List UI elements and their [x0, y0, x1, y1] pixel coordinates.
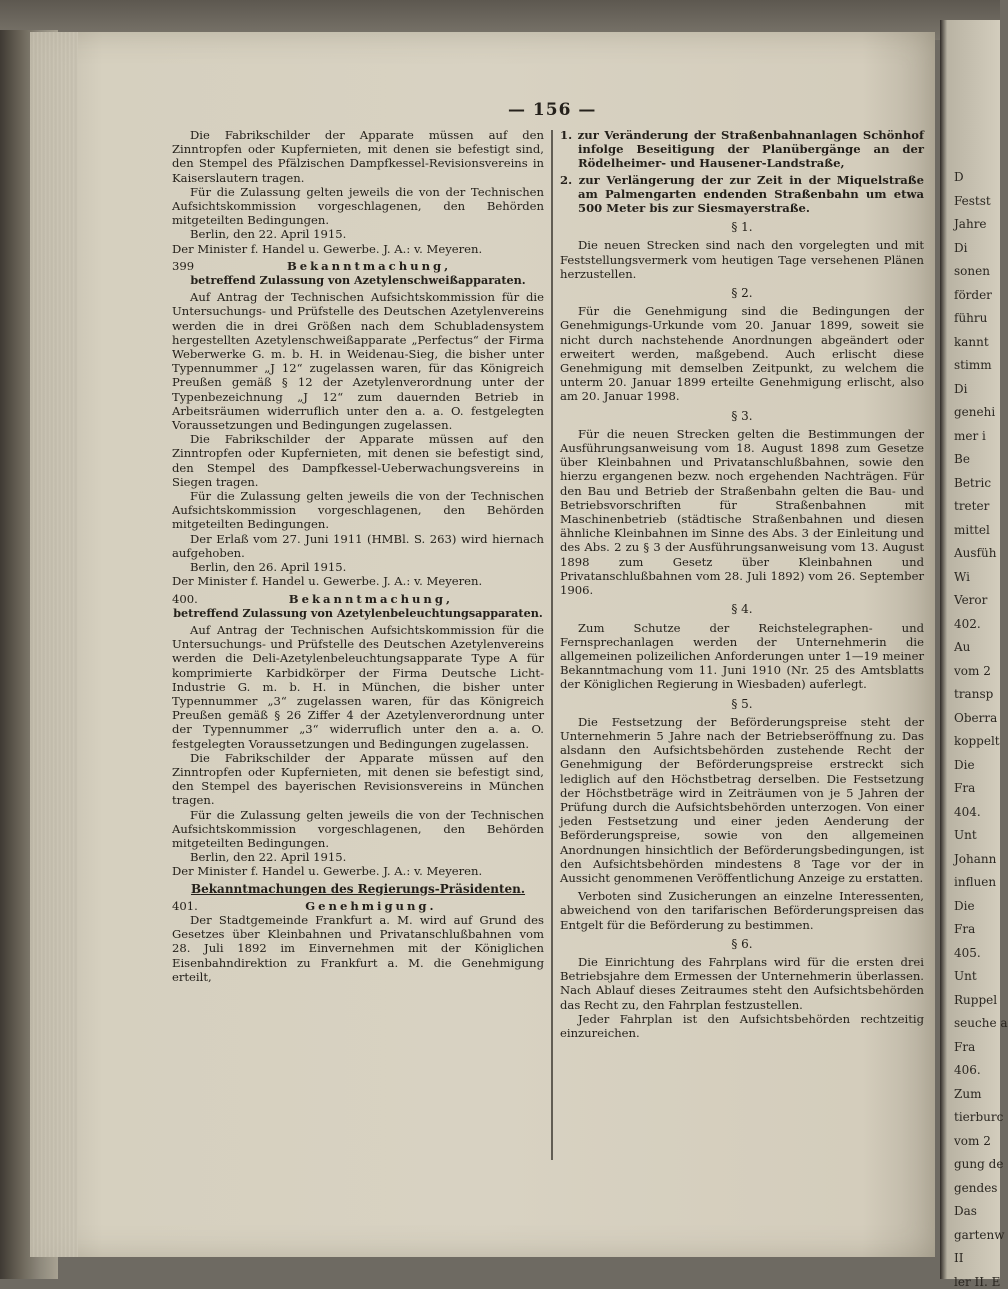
list-item: 1. zur Veränderung der Straßenbahnanlagen Schönhof infolge Beseitigung der Planübergänge an der Rödelheimer- und Hausener-Landstraße, [560, 128, 924, 171]
next-page-text-fragment: gendes [954, 1180, 998, 1195]
paragraph: Die Fabrikschilder der Apparate müssen auf den Zinntropfen oder Kupfernieten, mit denen sie befestigt sind, den Stempel des Pfälzischen Dampfkessel-Revisionsvereins in Kaiserslautern tragen. [172, 128, 544, 185]
next-page-text-fragment: stimm [954, 358, 992, 372]
notice-number: 399 [172, 258, 195, 273]
notice-title: Bekanntmachung, [288, 591, 454, 606]
notice-title: Bekanntmachung, [286, 258, 452, 273]
notice-number: 400. [172, 591, 198, 606]
next-page-text-fragment: 405. [954, 945, 981, 960]
next-page-text-fragment: treter [954, 499, 990, 513]
paragraph: Die Einrichtung des Fahrplans wird für die ersten drei Betriebsjahre dem Ermessen der Unternehmerin überlassen. Nach Ablauf dieses Zeitraumes steht den Aufsichtsbehörden das Recht zu, den Fahrplan festzustellen. [560, 954, 924, 1012]
paragraph: Für die Genehmigung sind die Bedingungen der Genehmigungs-Urkunde vom 20. Januar 1899, soweit sie nicht durch nachstehende Anordnungen abgeändert oder erweitert werden, maßgebend. Auch erlischt diese Genehmigung mit demselben Zeitpunkt, zu welchem die unterm 20. Januar 1899 erteilte Genehmigung erlischt, also am 20. Januar 1998. [560, 304, 924, 404]
next-page-text-fragment: Di [954, 240, 968, 255]
next-page-text-fragment: genehi [954, 405, 996, 419]
paragraph: Für die Zulassung gelten jeweils die von der Technischen Aufsichtskommission vorgeschlagenen, den Behörden mitgeteilten Bedingungen. [172, 489, 544, 532]
next-page-text-fragment: mer i [954, 428, 986, 443]
left-column [172, 128, 544, 984]
next-page-text-fragment: Die [954, 757, 975, 772]
section-mark: § 6. [731, 936, 753, 951]
paragraph: Die Fabrikschilder der Apparate müssen auf den Zinntropfen oder Kupfernieten, mit denen sie befestigt sind, den Stempel des bayerischen Revisionsvereins in München tragen. [172, 750, 544, 808]
next-page-text-fragment: förder [954, 287, 992, 302]
next-page-text-fragment: D [954, 170, 964, 184]
next-page-text-fragment: Zum [954, 1086, 982, 1101]
section-mark: § 5. [731, 696, 753, 711]
next-page-text-fragment: Wi [954, 569, 970, 584]
date-line: Berlin, den 22. April 1915. [190, 850, 347, 865]
signature-line: Der Minister f. Handel u. Gewerbe. J. A.: v. Meyeren. [172, 574, 483, 589]
next-page-text-fragment: influen [954, 875, 997, 889]
notice-title: Genehmigung. [305, 898, 437, 913]
paragraph: Für die Zulassung gelten jeweils die von der Technischen Aufsichtskommission vorgeschlagenen, den Behörden mitgeteilten Bedingungen. [172, 184, 544, 228]
next-page-text-fragment: Fra [954, 922, 976, 936]
date-line: Berlin, den 26. April 1915. [190, 560, 347, 575]
next-page-text-fragment: Au [954, 640, 971, 654]
notice-heading-399 [172, 259, 544, 273]
next-page-text-fragment: führu [954, 311, 988, 325]
list-item: 2. zur Verlängerung der zur Zeit in der Miquelstraße am Palmengarten endenden Straßenbahn um etwa 500 Meter bis zur Siesmayerstraße. [560, 172, 924, 216]
next-page-text-fragment: tierburc [954, 1110, 1004, 1124]
paragraph: Für die neuen Strecken gelten die Bestimmungen der Ausführungsanweisung vom 18. August 1898 zum Gesetze über Kleinbahnen und Privatanschlußbahnen, sowie den hierzu ergangenen bezw. noch ergehenden Nachträgen. Für den Bau und Betrieb der Straßenbahn gelten die Bau- und Betriebsvorschriften für Straßenbahnen mit Maschinenbetrieb (städtische Straßenbahnen und diesen ähnliche Kleinbahnen im Sinne des Abs. 3 der Einleitung und des Abs. 2 zu § 3 der Ausführungsanweisung vom 13. August 1898 zum Gesetz über Kleinbahnen und Privatanschlußbahnen vom 28. Juli 1892) vom 26. September 1906. [560, 426, 924, 598]
paragraph: Zum Schutze der Reichstelegraphen- und Fernsprechanlagen werden der Unternehmerin die allgemeinen polizeilichen Anforderungen unter 1—19 meiner Bekanntmachung vom 11. Juni 1910 (Nr. 25 des Amtsblatts der Königlichen Regierung in Wiesbaden) auferlegt. [560, 620, 924, 692]
next-page-text-fragment: Johann [954, 851, 997, 866]
next-page-text-fragment: Das [954, 1204, 977, 1218]
next-page-text-fragment: ler II. E [954, 1274, 1001, 1289]
section-heading: Bekanntmachungen des Regierungs-Präsidenten. [190, 881, 526, 896]
right-column [560, 128, 924, 1040]
next-page-text-fragment: vom 2 [954, 1133, 991, 1148]
next-page-fragment [940, 20, 1008, 1289]
next-page-text-fragment: Unt [954, 969, 977, 983]
page-stack-edge [30, 32, 78, 1257]
next-page-text-fragment: Unt [954, 828, 977, 842]
next-page-text-fragment: sonen [954, 264, 990, 278]
next-page-text-fragment: 402. [954, 616, 981, 631]
paragraph: Jeder Fahrplan ist den Aufsichtsbehörden rechtzeitig einzureichen. [560, 1011, 924, 1040]
paragraph: Auf Antrag der Technischen Aufsichtskommission für die Untersuchungs- und Prüfstelle des Deutschen Azetylenvereins werden die Deli-Azetylenbeleuchtungsapparate Type A für komprimierte Karbidkörper der Firma Deutsche Licht-Industrie G. m. b. H. in München, die bisher unter Typennummer „3“ zugelassen waren, für das Königreich Preußen gemäß § 26 Ziffer 4 der Azetylenverordnung unter der Typennummer „3“ widerruflich unter den a. a. O. festgelegten Voraussetzungen und Bedingungen zugelassen. [172, 622, 544, 751]
next-page-text-fragment: Festst [954, 193, 991, 208]
date-line: Berlin, den 22. April 1915. [190, 227, 347, 242]
signature-line: Der Minister f. Handel u. Gewerbe. J. A.: v. Meyeren. [172, 241, 483, 256]
next-page-text-fragment: Fra [954, 1039, 976, 1054]
paragraph: Für die Zulassung gelten jeweils die von der Technischen Aufsichtskommission vorgeschlagenen, den Behörden mitgeteilten Bedingungen. [172, 807, 544, 850]
next-page-text-fragment: vom 2 [954, 663, 991, 678]
next-page-text-fragment: kannt [954, 334, 989, 349]
column-divider [551, 130, 553, 1160]
next-page-text-fragment: koppelt [954, 734, 1000, 748]
paragraph: Verboten sind Zusicherungen an einzelne Interessenten, abweichend von den tarifarischen Beförderungspreisen das Entgelt für die Beförderung zu bestimmen. [560, 889, 924, 932]
next-page-text-fragment: Betric [954, 475, 992, 490]
notice-subheading: betreffend Zulassung von Azetylenschweißapparaten. [190, 273, 526, 288]
section-mark: § 3. [731, 408, 753, 423]
next-page-text-fragment: 406. [954, 1063, 981, 1077]
next-page-text-fragment: Di [954, 381, 968, 396]
next-page-text-fragment: Oberra [954, 710, 998, 725]
next-page-text-fragment: Ruppel [954, 992, 998, 1007]
next-page-text-fragment: seuche a [954, 1016, 1008, 1030]
next-page-text-fragment: gung de [954, 1157, 1004, 1171]
notice-subheading: betreffend Zulassung von Azetylenbeleuchtungsapparaten. [173, 605, 543, 620]
notice-number: 401. [172, 898, 198, 913]
paragraph: Die Festsetzung der Beförderungspreise steht der Unternehmerin 5 Jahre nach der Betriebseröffnung zu. Das alsdann den Aufsichtsbehörden zustehende Recht der Genehmigung der Beförderungspreise erstreckt sich lediglich auf den Höchstbetrag derselben. Die Festsetzung der Höchstbeträge wird in Zeiträumen von je 5 Jahren der Prüfung durch die Aufsichtsbehörden unterzogen. Von einer jeden Festsetzung und einer jeden Aenderung der Beförderungspreise, sowie von den allgemeinen Anordnungen hinsichtlich der Beförderungsbedingungen, ist den Aufsichtsbehörden mindestens 8 Tage vor der in Aussicht genommenen Veröffentlichung Anzeige zu erstatten. [560, 714, 924, 885]
next-page-text-fragment: Fra [954, 781, 976, 795]
section-mark: § 4. [731, 602, 753, 617]
next-page-text-fragment: mittel [954, 522, 990, 537]
next-page-text-fragment: 404. [954, 804, 981, 819]
next-page-text-fragment: Be [954, 452, 970, 466]
paragraph: Der Erlaß vom 27. Juni 1911 (HMBl. S. 263) wird hiernach aufgehoben. [172, 531, 544, 560]
notice-heading-401 [172, 899, 544, 913]
signature-line: Der Minister f. Handel u. Gewerbe. J. A.: v. Meyeren. [172, 864, 483, 879]
next-page-text-fragment: Die [954, 898, 975, 913]
next-page-text-fragment: transp [954, 687, 994, 701]
notice-heading-400 [172, 592, 544, 606]
section-mark: § 1. [731, 220, 753, 235]
paragraph: Auf Antrag der Technischen Aufsichtskommission für die Untersuchungs- und Prüfstelle des Deutschen Azetylenvereins werden die in drei Größen nach dem Schubladensystem hergestellten Azetylenschweißapparate „Perfectus“ der Firma Weberwerke G. m. b. H. in Weidenau-Sieg, die bisher unter Typennummer „J 12“ zugelassen waren, für das Königreich Preußen gemäß § 12 der Azetylenverordnung unter der Typenbezeichnung „J 12“ zum dauernden Betrieb in Arbeitsräumen widerruflich unter den a. a. O. festgelegten Voraussetzungen und Bedingungen zugelassen. [172, 290, 544, 433]
paragraph: Die Fabrikschilder der Apparate müssen auf den Zinntropfen oder Kupfernieten, mit denen sie befestigt sind, den Stempel des Dampfkessel-Ueberwachungsvereins in Siegen tragen. [172, 432, 544, 489]
next-page-text-fragment: gartenw [954, 1227, 1005, 1242]
next-page-text-fragment: Jahre [954, 217, 987, 231]
paragraph: Der Stadtgemeinde Frankfurt a. M. wird auf Grund des Gesetzes über Kleinbahnen und Privatanschlußbahnen vom 28. Juli 1892 im Einvernehmen mit der Königlichen Eisenbahndirektion zu Frankfurt a. M. die Genehmigung erteilt, [172, 912, 544, 984]
paragraph: Die neuen Strecken sind nach den vorgelegten und mit Feststellungsvermerk vom heutigen Tage versehenen Plänen herzustellen. [560, 238, 924, 281]
next-page-text-fragment: Ausfüh [954, 546, 997, 560]
page-number: — 156 — [508, 100, 597, 120]
next-page-text-fragment: Veror [954, 593, 988, 607]
next-page-text-fragment: II [954, 1251, 964, 1265]
section-mark: § 2. [731, 286, 753, 301]
